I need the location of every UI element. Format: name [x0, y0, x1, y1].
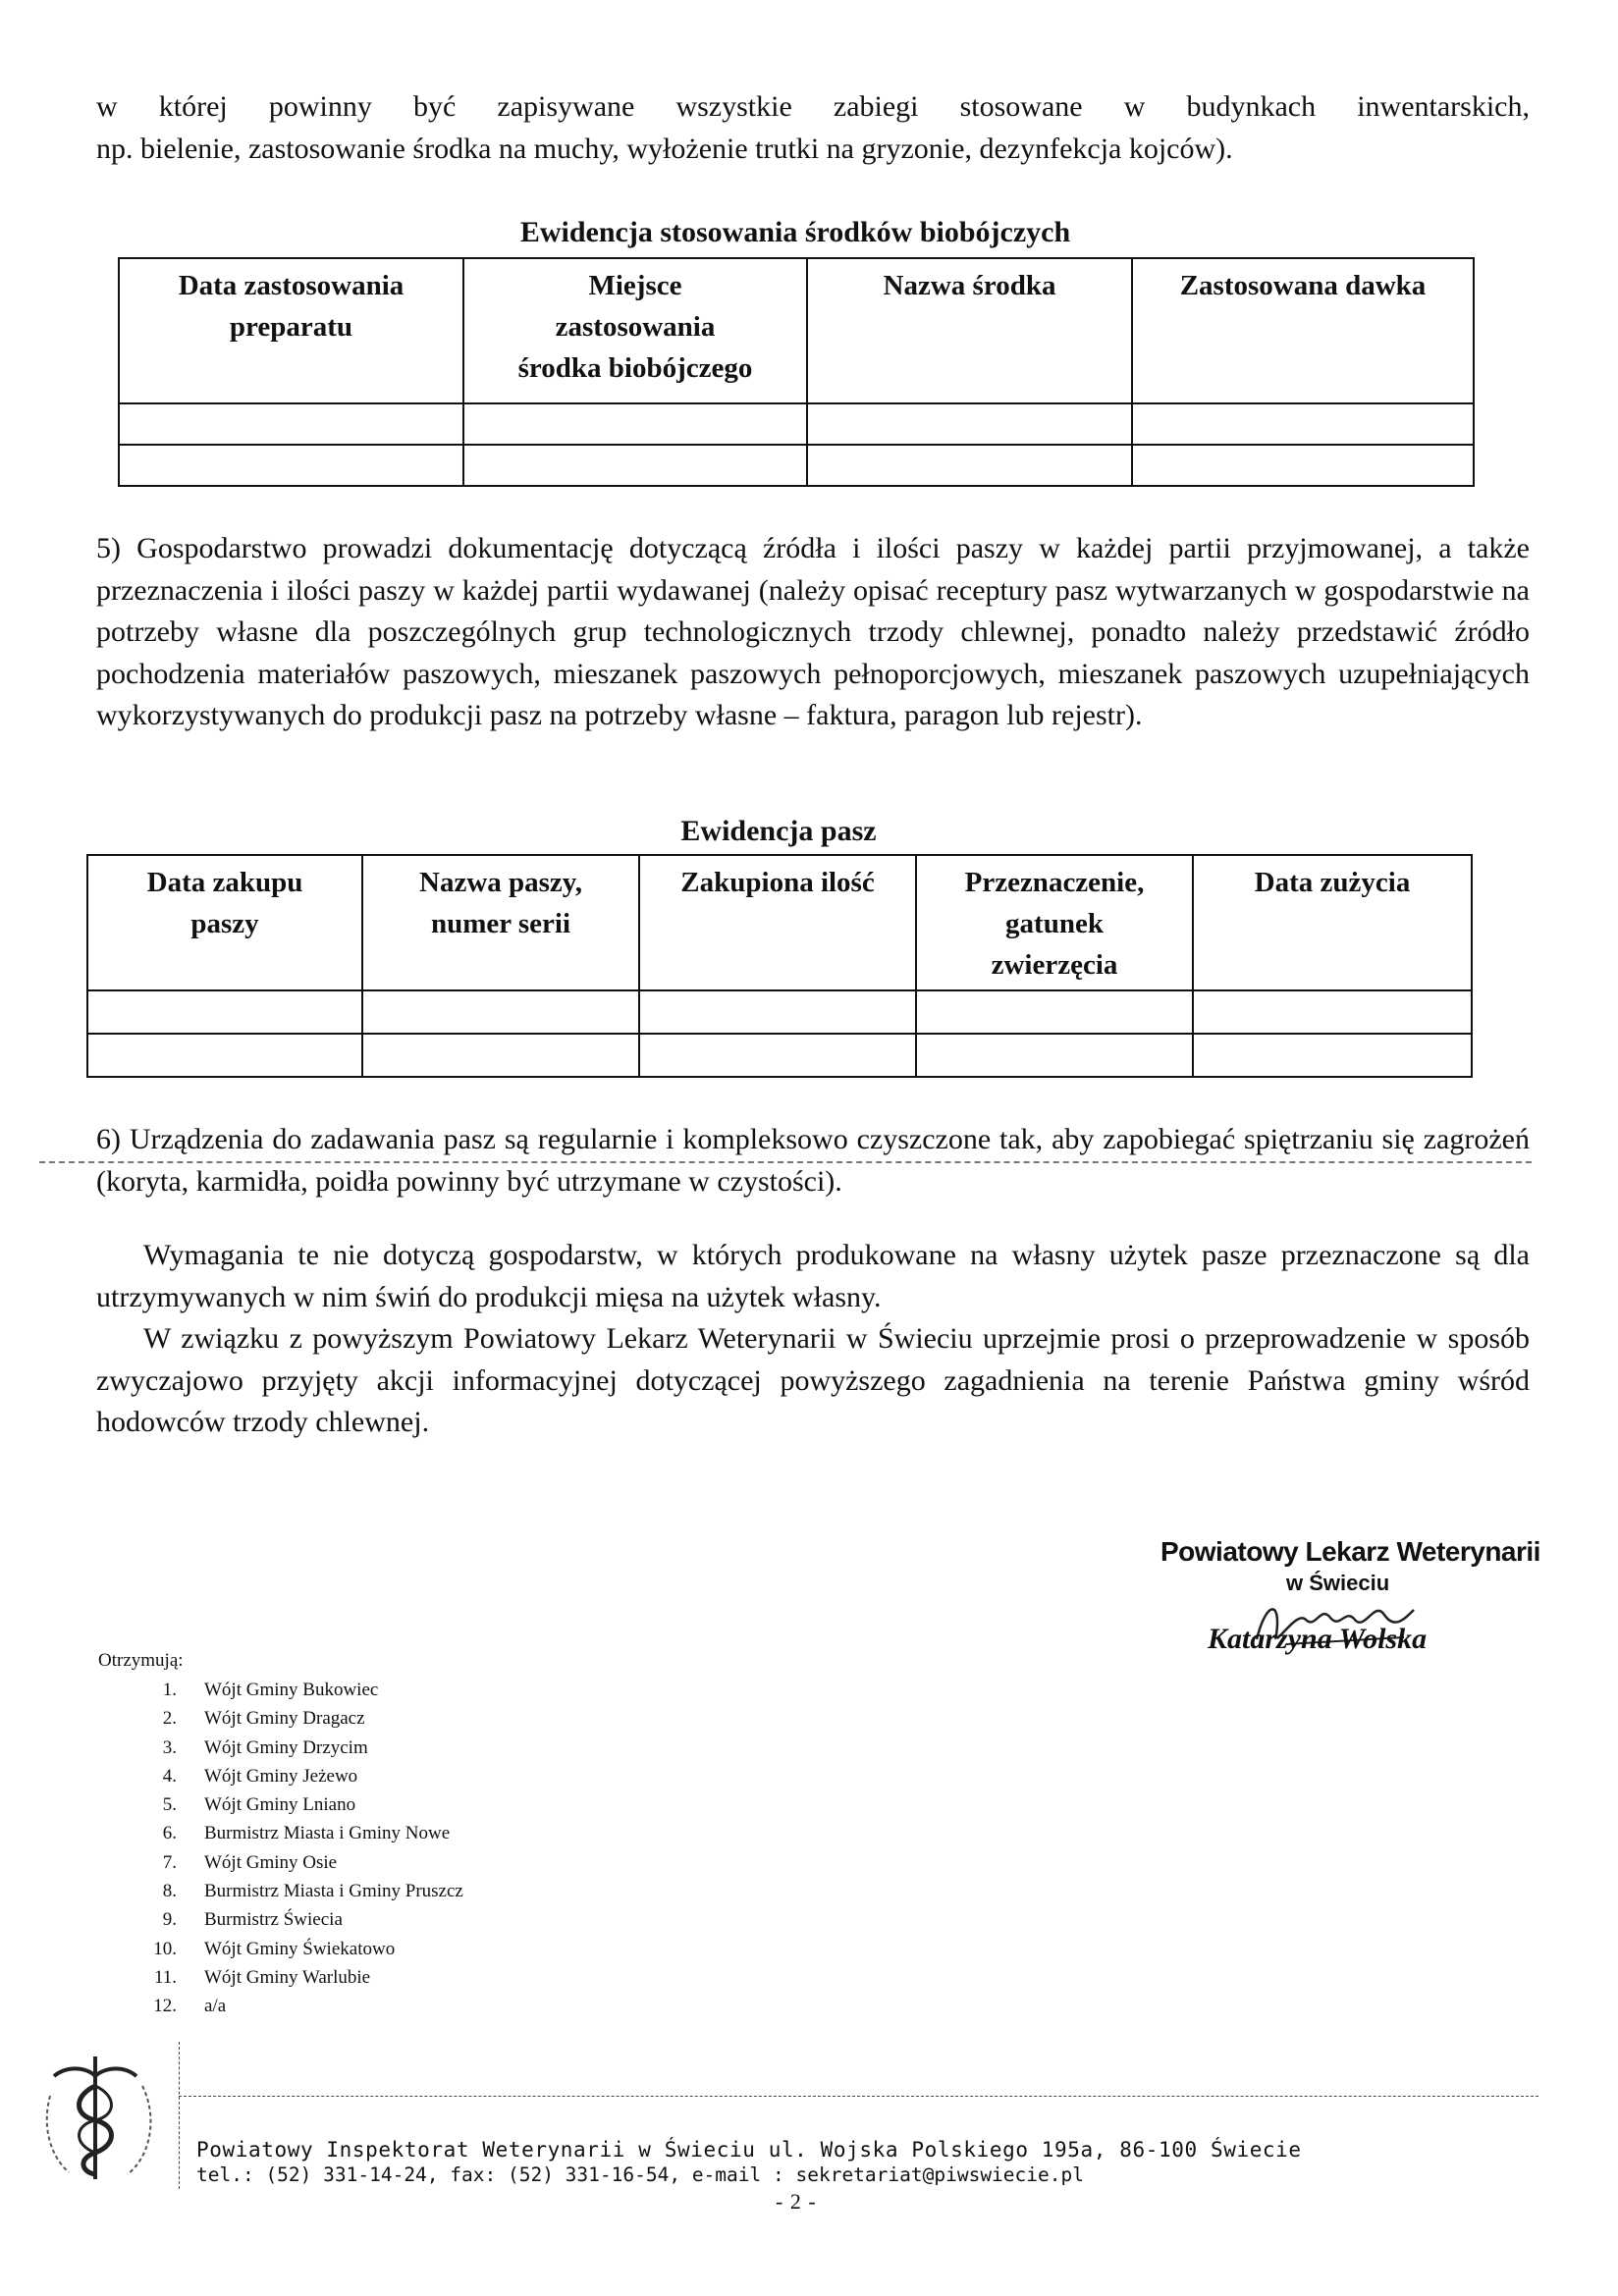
table-cell[interactable]	[807, 403, 1132, 445]
signature-name: Katarzyna Wolska	[1208, 1623, 1428, 1655]
list-item: 5. Wójt Gminy Lniano	[162, 1794, 356, 1816]
table-row	[87, 990, 1472, 1034]
table2-title: Ewidencja pasz	[680, 815, 877, 847]
table-cell[interactable]	[362, 1034, 639, 1077]
footer-address: Powiatowy Inspektorat Weterynarii w Świeciu ul. Wojska Polskiego 195a, 86-100 Świecie	[196, 2138, 1302, 2162]
biocide-header-dose: Zastosowana dawka	[1132, 258, 1474, 403]
feed-header-usage-date: Data zużycia	[1193, 855, 1472, 990]
table-cell[interactable]	[87, 1034, 362, 1077]
recipients-label: Otrzymują:	[98, 1650, 184, 1671]
table-row	[87, 1034, 1472, 1077]
scan-dashed-line	[39, 1161, 1532, 1163]
table-cell[interactable]	[1193, 990, 1472, 1034]
list-item: 2. Wójt Gminy Dragacz	[162, 1708, 365, 1730]
section6-text: 6) Urządzenia do zadawania pasz są regularnie i kompleksowo czyszczone tak, aby zapobiegać spiętrzaniu się zagrożeń (koryta, karmidła, poidła powinny być utrzymane w czystości).	[96, 1123, 1530, 1198]
table-cell[interactable]	[119, 445, 463, 486]
table-cell[interactable]	[362, 990, 639, 1034]
list-item: 3. Wójt Gminy Drzycim	[162, 1736, 368, 1758]
table-cell[interactable]	[639, 1034, 916, 1077]
recipients-list	[137, 1676, 463, 2021]
list-item: 9. Burmistrz Świecia	[162, 1909, 343, 1931]
feed-table	[86, 854, 1473, 1078]
table-cell[interactable]	[916, 990, 1193, 1034]
table1-title: Ewidencja stosowania środków biobójczych	[519, 216, 1071, 248]
list-item: 12. a/a	[153, 1996, 227, 2017]
table-cell[interactable]	[119, 403, 463, 445]
footer-vertical-divider	[179, 2042, 180, 2189]
table-cell[interactable]	[87, 990, 362, 1034]
intro-text	[96, 86, 1530, 170]
table-cell[interactable]	[807, 445, 1132, 486]
list-item: 1. Wójt Gminy Bukowiec	[162, 1680, 379, 1700]
intro-line-1: w której powinny być zapisywane wszystkie zabiegi stosowane w budynkach inwentarskich,	[96, 90, 1530, 123]
feed-header-purchase-date: Data zakupu paszy	[87, 855, 362, 990]
table-row	[119, 403, 1474, 445]
list-item: 11. Wójt Gminy Warlubie	[153, 1966, 371, 1988]
table-cell[interactable]	[639, 990, 916, 1034]
table-row	[119, 445, 1474, 486]
feed-table-header-row	[87, 855, 1472, 990]
table-cell[interactable]	[1193, 1034, 1472, 1077]
feed-header-feed-name: Nazwa paszy, numer serii	[362, 855, 639, 990]
list-item: 4. Wójt Gminy Jeżewo	[162, 1765, 358, 1787]
list-item: 8. Burmistrz Miasta i Gminy Pruszcz	[162, 1881, 463, 1902]
footer-horizontal-divider	[179, 2096, 1538, 2097]
table-cell[interactable]	[1132, 445, 1474, 486]
table-cell[interactable]	[463, 445, 807, 486]
biocide-header-date: Data zastosowania preparatu	[119, 258, 463, 403]
biocide-header-place: Miejsce zastosowania środka biobójczego	[463, 258, 807, 403]
section5-text: 5) Gospodarstwo prowadzi dokumentację dotyczącą źródła i ilości paszy w każdej partii przyjmowanej, a także przeznaczenia i ilości paszy w każdej partii wydawanej (należy opisać receptury pasz wytwarzanych w gospodarstwie na potrzeby własne dla poszczególnych grup technologicznych trzody chlewnej, ponadto należy przedstawić źródło pochodzenia materiałów paszowych, mieszanek paszowych pełnoporcjowych, mieszanek paszowych uzupełniających wykorzystywanych do produkcji pasz na potrzeby własne – faktura, paragon lub rejestr).	[96, 532, 1530, 731]
caduceus-logo-icon	[34, 2047, 162, 2184]
list-item: 10. Wójt Gminy Świekatowo	[153, 1938, 396, 1959]
feed-header-quantity: Zakupiona ilość	[639, 855, 916, 990]
list-item: 6. Burmistrz Miasta i Gminy Nowe	[162, 1823, 451, 1844]
closing-paragraph-1: Wymagania te nie dotyczą gospodarstw, w których produkowane na własny użytek pasze przeznaczone są dla utrzymywanych w nim świń do produkcji mięsa na użytek własny.	[96, 1239, 1530, 1313]
table-cell[interactable]	[916, 1034, 1193, 1077]
signature-stamp-title: Powiatowy Lekarz Weterynarii	[1160, 1536, 1540, 1567]
closing-paragraph-2: W związku z powyższym Powiatowy Lekarz Weterynarii w Świeciu uprzejmie prosi o przeprowadzenie w sposób zwyczajowo przyjęty akcji informacyjnej dotyczącej powyższego zagadnienia na terenie Państwa gminy wśród hodowców trzody chlewnej.	[96, 1322, 1530, 1438]
footer-contact: tel.: (52) 331-14-24, fax: (52) 331-16-54, e-mail : sekretariat@piwswiecie.pl	[196, 2163, 1084, 2186]
biocide-table	[118, 257, 1475, 487]
signature-stamp-location: w Świeciu	[1286, 1571, 1390, 1595]
biocide-table-header-row	[119, 258, 1474, 403]
feed-header-purpose: Przeznaczenie, gatunek zwierzęcia	[916, 855, 1193, 990]
page-number: - 2 -	[776, 2189, 817, 2214]
table-cell[interactable]	[1132, 403, 1474, 445]
intro-line-2: np. bielenie, zastosowanie środka na muchy, wyłożenie trutki na gryzonie, dezynfekcja kojców).	[96, 132, 1233, 165]
list-item: 7. Wójt Gminy Osie	[162, 1851, 338, 1873]
biocide-header-name: Nazwa środka	[807, 258, 1132, 403]
table-cell[interactable]	[463, 403, 807, 445]
